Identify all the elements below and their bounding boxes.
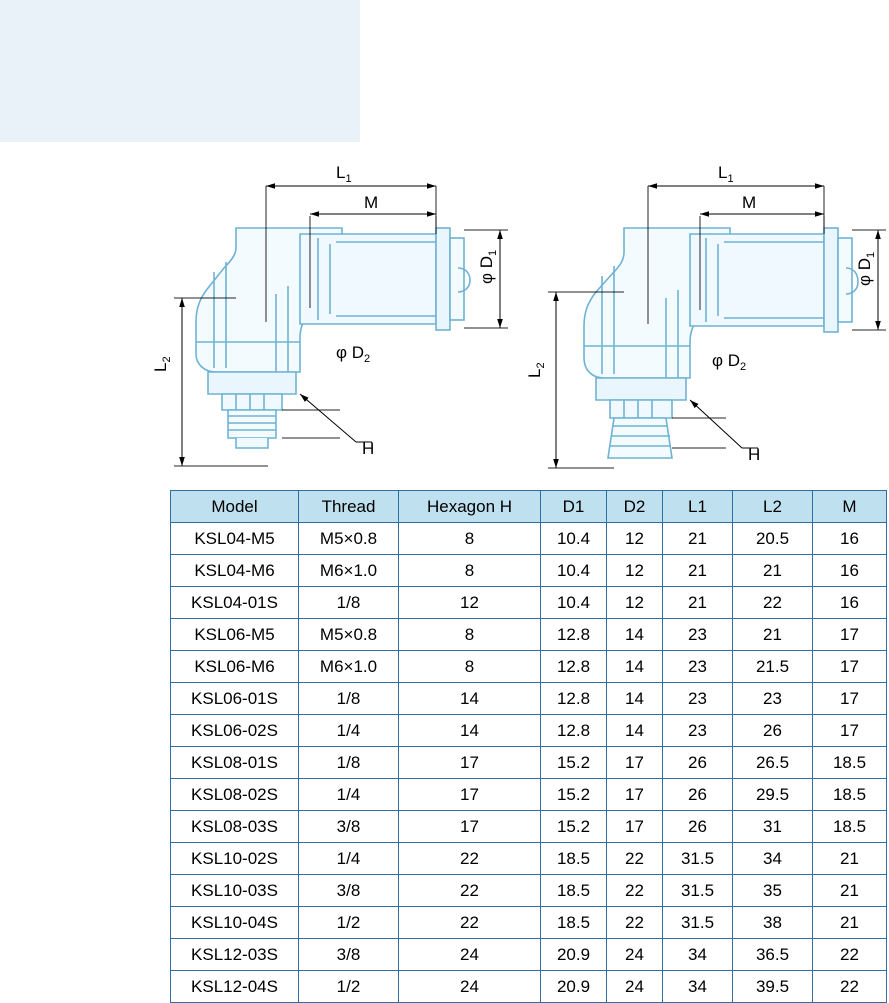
cell-value: 26 (663, 779, 733, 811)
table-row (171, 523, 887, 555)
label-right-D1: φ $D_1$ (855, 251, 877, 286)
cell-value: 15.2 (541, 779, 607, 811)
cell-value: 1/8 (299, 747, 399, 779)
cell-value: 17 (399, 779, 541, 811)
cell-value: 26 (663, 811, 733, 843)
cell-value: M6×1.0 (299, 651, 399, 683)
table-row (171, 971, 887, 1003)
cell-value: 1/8 (299, 683, 399, 715)
cell-value: 22 (399, 843, 541, 875)
cell-value: 24 (607, 939, 663, 971)
cell-value: 21 (733, 555, 813, 587)
cell-value: 22 (813, 939, 887, 971)
cell-value: 12.8 (541, 715, 607, 747)
cell-value: 12.8 (541, 619, 607, 651)
col-header-d2: D2 (607, 491, 663, 523)
cell-value: 1/4 (299, 715, 399, 747)
cell-model: KSL08-01S (171, 747, 299, 779)
table-row (171, 555, 887, 587)
cell-value: 23 (733, 683, 813, 715)
cell-value: 31 (733, 811, 813, 843)
cell-value: 10.4 (541, 555, 607, 587)
cell-value: 18.5 (541, 875, 607, 907)
col-header-l2: L2 (733, 491, 813, 523)
right-fitting-drawing (584, 228, 858, 458)
cell-value: 12 (607, 555, 663, 587)
cell-value: 26 (733, 715, 813, 747)
cell-value: 3/8 (299, 939, 399, 971)
cell-value: 12 (399, 587, 541, 619)
cell-value: 34 (663, 939, 733, 971)
cell-value: 20.9 (541, 939, 607, 971)
cell-value: 17 (813, 683, 887, 715)
cell-value: 18.5 (541, 907, 607, 939)
cell-value: 31.5 (663, 843, 733, 875)
cell-value: 18.5 (813, 747, 887, 779)
col-header-m: M (813, 491, 887, 523)
cell-value: 22 (733, 587, 813, 619)
cell-value: 22 (813, 971, 887, 1003)
cell-value: 1/4 (299, 779, 399, 811)
cell-value: 18.5 (541, 843, 607, 875)
cell-value: 16 (813, 555, 887, 587)
cell-value: 14 (607, 651, 663, 683)
cell-value: 39.5 (733, 971, 813, 1003)
table-row (171, 683, 887, 715)
cell-value: 31.5 (663, 875, 733, 907)
cell-value: 15.2 (541, 747, 607, 779)
col-header-d1: D1 (541, 491, 607, 523)
cell-value: 23 (663, 683, 733, 715)
cell-model: KSL06-02S (171, 715, 299, 747)
cell-value: 17 (607, 811, 663, 843)
cell-value: 17 (813, 651, 887, 683)
cell-value: 17 (399, 811, 541, 843)
cell-value: 12.8 (541, 651, 607, 683)
cell-model: KSL10-03S (171, 875, 299, 907)
table-row (171, 779, 887, 811)
cell-value: 17 (607, 779, 663, 811)
cell-model: KSL12-04S (171, 971, 299, 1003)
cell-value: 21 (813, 843, 887, 875)
cell-value: 23 (663, 619, 733, 651)
cell-value: M5×0.8 (299, 619, 399, 651)
cell-value: 24 (399, 971, 541, 1003)
technical-drawing (0, 142, 889, 490)
specification-table-container (170, 490, 886, 1003)
table-row (171, 939, 887, 971)
cell-value: 12 (607, 523, 663, 555)
col-header-thread: Thread (299, 491, 399, 523)
label-right-M: M (742, 193, 757, 212)
cell-value: 16 (813, 523, 887, 555)
cell-value: 21 (663, 523, 733, 555)
cell-value: 21.5 (733, 651, 813, 683)
cell-value: 22 (607, 907, 663, 939)
cell-value: 34 (663, 971, 733, 1003)
cell-value: 14 (607, 683, 663, 715)
cell-value: 24 (607, 971, 663, 1003)
label-right-D2: φ $D_2$ (712, 351, 747, 373)
cell-value: 22 (399, 875, 541, 907)
cell-value: 22 (607, 875, 663, 907)
label-right-H: H (748, 445, 761, 464)
label-left-L1: $L_1$ (336, 163, 352, 185)
cell-value: 1/2 (299, 907, 399, 939)
cell-value: 17 (813, 715, 887, 747)
table-row (171, 747, 887, 779)
cell-value: 1/4 (299, 843, 399, 875)
table-body (171, 523, 887, 1003)
cell-value: 36.5 (733, 939, 813, 971)
cell-model: KSL08-03S (171, 811, 299, 843)
cell-value: 12.8 (541, 683, 607, 715)
cell-value: 12 (607, 587, 663, 619)
cell-model: KSL04-M5 (171, 523, 299, 555)
table-row (171, 907, 887, 939)
table-row (171, 875, 887, 907)
table-row (171, 811, 887, 843)
cell-value: 1/8 (299, 587, 399, 619)
table-row (171, 843, 887, 875)
cell-value: 23 (663, 651, 733, 683)
col-header-l1: L1 (663, 491, 733, 523)
table-row (171, 587, 887, 619)
cell-value: 29.5 (733, 779, 813, 811)
cell-model: KSL12-03S (171, 939, 299, 971)
cell-model: KSL10-04S (171, 907, 299, 939)
col-header-model: Model (171, 491, 299, 523)
cell-value: 1/2 (299, 971, 399, 1003)
cell-value: 21 (813, 875, 887, 907)
cell-value: 16 (813, 587, 887, 619)
table-header-row (171, 491, 887, 523)
table-row (171, 619, 887, 651)
cell-model: KSL06-01S (171, 683, 299, 715)
cell-model: KSL08-02S (171, 779, 299, 811)
label-left-H: H (362, 439, 375, 458)
cell-value: 3/8 (299, 875, 399, 907)
top-color-band (0, 0, 360, 142)
label-left-D1: φ $D_1$ (477, 249, 499, 284)
cell-value: 14 (399, 683, 541, 715)
cell-value: 21 (663, 555, 733, 587)
cell-value: 20.9 (541, 971, 607, 1003)
cell-value: 14 (399, 715, 541, 747)
cell-value: 8 (399, 555, 541, 587)
cell-value: 38 (733, 907, 813, 939)
cell-value: 17 (607, 747, 663, 779)
cell-model: KSL04-01S (171, 587, 299, 619)
cell-value: 8 (399, 651, 541, 683)
cell-value: 24 (399, 939, 541, 971)
cell-value: 18.5 (813, 811, 887, 843)
cell-value: 26.5 (733, 747, 813, 779)
cell-value: 22 (399, 907, 541, 939)
cell-value: 21 (813, 907, 887, 939)
cell-value: 26 (663, 747, 733, 779)
cell-value: 22 (607, 843, 663, 875)
label-left-M: M (364, 193, 379, 212)
cell-value: 35 (733, 875, 813, 907)
cell-value: 17 (399, 747, 541, 779)
label-right-L1: $L_1$ (718, 163, 734, 185)
cell-value: 31.5 (663, 907, 733, 939)
cell-value: 3/8 (299, 811, 399, 843)
cell-value: 34 (733, 843, 813, 875)
table-row (171, 715, 887, 747)
cell-value: 15.2 (541, 811, 607, 843)
cell-model: KSL04-M6 (171, 555, 299, 587)
cell-value: 8 (399, 619, 541, 651)
cell-value: 23 (663, 715, 733, 747)
cell-model: KSL06-M6 (171, 651, 299, 683)
label-left-D2: φ $D_2$ (336, 343, 371, 365)
cell-value: M5×0.8 (299, 523, 399, 555)
cell-value: 21 (663, 587, 733, 619)
label-right-L2: $L_2$ (525, 362, 547, 378)
cell-value: 20.5 (733, 523, 813, 555)
cell-value: 14 (607, 715, 663, 747)
cell-value: 17 (813, 619, 887, 651)
table-row (171, 651, 887, 683)
cell-value: 10.4 (541, 587, 607, 619)
col-header-hexagon: Hexagon H (399, 491, 541, 523)
cell-value: 8 (399, 523, 541, 555)
left-fitting-drawing (196, 228, 470, 448)
cell-value: M6×1.0 (299, 555, 399, 587)
cell-value: 18.5 (813, 779, 887, 811)
cell-value: 14 (607, 619, 663, 651)
cell-value: 21 (733, 619, 813, 651)
cell-model: KSL10-02S (171, 843, 299, 875)
specification-table (170, 490, 887, 1003)
cell-value: 10.4 (541, 523, 607, 555)
label-left-L2: $L_2$ (151, 356, 173, 372)
cell-model: KSL06-M5 (171, 619, 299, 651)
